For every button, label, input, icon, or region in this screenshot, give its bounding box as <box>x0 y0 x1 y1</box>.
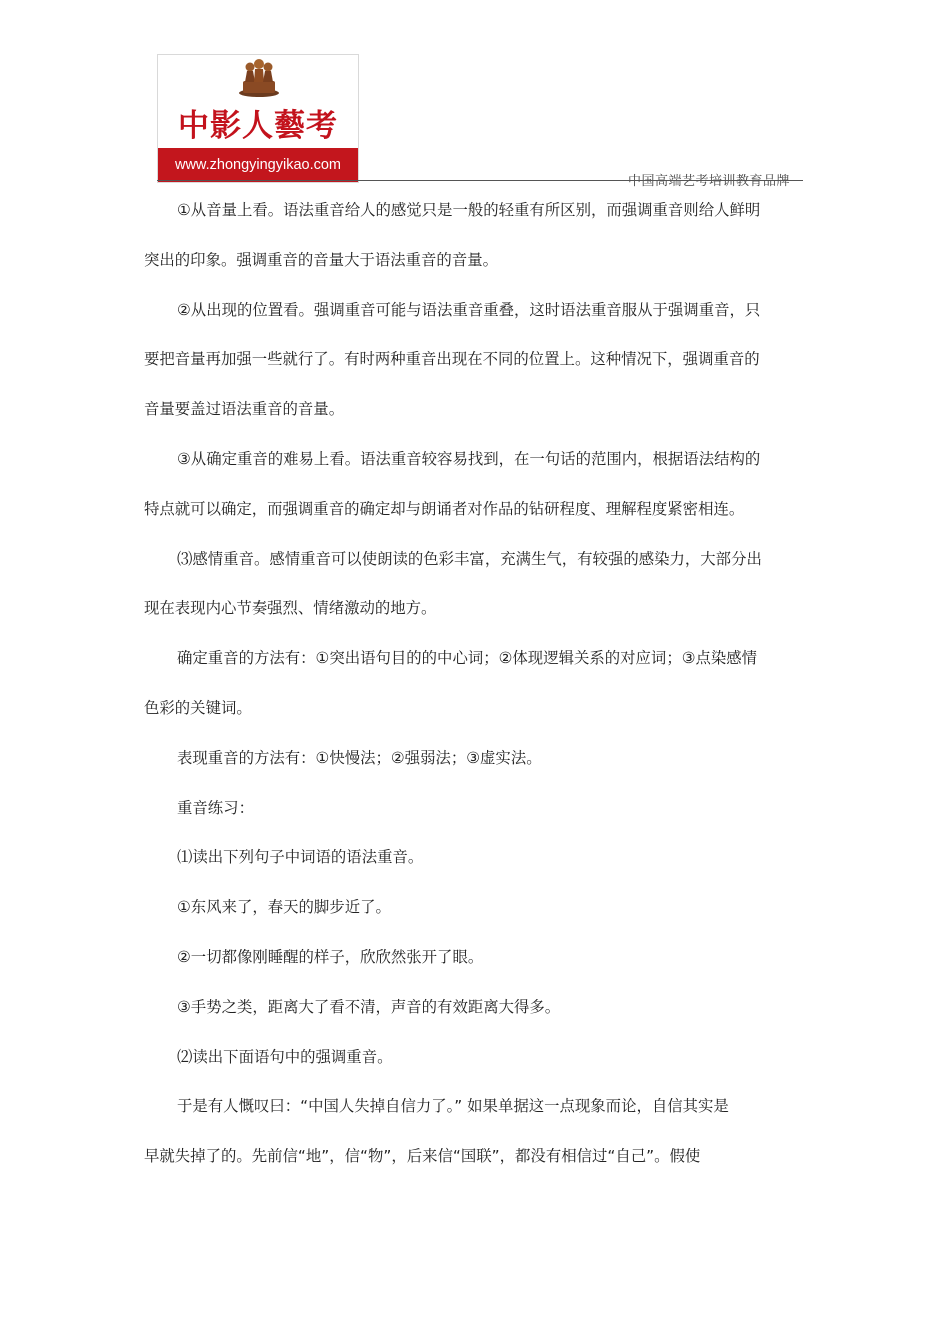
text-line: ⑴读出下列句子中词语的语法重音。 <box>177 848 424 867</box>
text-line: 确定重音的方法有：①突出语句目的的中心词；②体现逻辑关系的对应词；③点染感情 <box>177 649 758 668</box>
text-line: ②从出现的位置看。强调重音可能与语法重音重叠，这时语法重音服从于强调重音，只 <box>177 300 761 319</box>
text-line: 表现重音的方法有：①快慢法；②强弱法；③虚实法。 <box>177 748 542 767</box>
text-line: 重音练习： <box>177 798 254 817</box>
text-line: 突出的印象。强调重音的音量大于语法重音的音量。 <box>144 250 498 269</box>
text-line: 特点就可以确定，而强调重音的确定却与朗诵者对作品的钻研程度、理解程度紧密相连。 <box>144 499 745 518</box>
text-line: ①东风来了，春天的脚步近了。 <box>177 898 391 917</box>
text-line: 要把音量再加强一些就行了。有时两种重音出现在不同的位置上。这种情况下，强调重音的 <box>144 350 760 369</box>
text-line: 现在表现内心节奏强烈、情绪激动的地方。 <box>144 599 437 618</box>
header-divider <box>157 180 803 181</box>
text-line: 色彩的关键词。 <box>144 698 252 717</box>
logo-url: www.zhongyingyikao.com <box>158 148 358 182</box>
text-line: 早就失掉了的。先前信“地”，信“物”，后来信“国联”，都没有相信过“自己”。假使 <box>144 1147 701 1166</box>
logo-brand-text: 中影人藝考 <box>178 108 338 144</box>
text-line: ⑶感情重音。感情重音可以使朗读的色彩丰富，充满生气，有较强的感染力，大部分出 <box>177 549 762 568</box>
text-line: 音量要盖过语法重音的音量。 <box>144 400 345 419</box>
text-line: ③从确定重音的难易上看。语法重音较容易找到，在一句话的范围内，根据语法结构的 <box>177 449 761 468</box>
logo <box>157 54 359 183</box>
text-line: ①从音量上看。语法重音给人的感觉只是一般的轻重有所区别，而强调重音则给人鲜明 <box>177 201 761 219</box>
header-tagline: 中国高端艺考培训教育品牌 <box>628 174 791 189</box>
document-body <box>144 186 824 1182</box>
text-line: ⑵读出下面语句中的强调重音。 <box>177 1047 393 1066</box>
text-line: ③手势之类，距离大了看不清，声音的有效距离大得多。 <box>177 997 561 1016</box>
text-line: 于是有人慨叹曰：“中国人失掉自信力了。” 如果单据这一点现象而论，自信其实是 <box>177 1097 729 1116</box>
text-line: ②一切都像刚睡醒的样子，欣欣然张开了眼。 <box>177 947 484 966</box>
